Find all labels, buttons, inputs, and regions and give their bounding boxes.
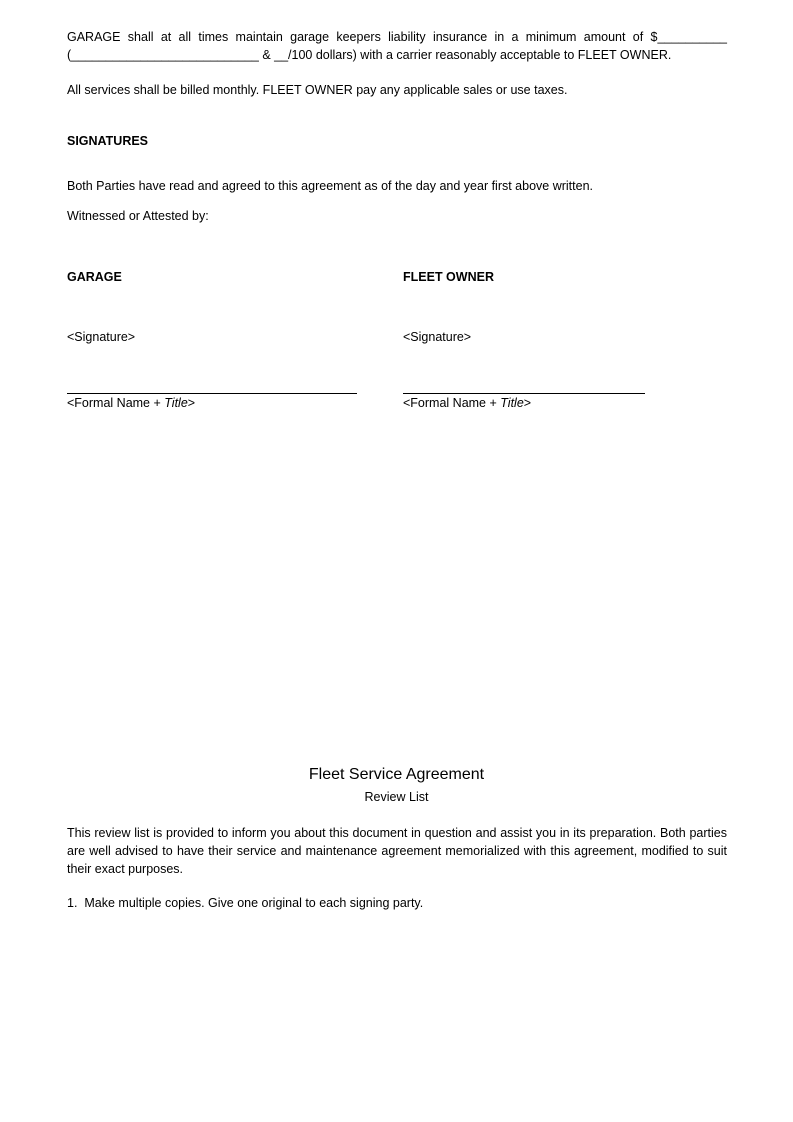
list-item-number: 1. — [67, 896, 78, 910]
formal-name-prefix: <Formal Name + — [67, 396, 165, 410]
formal-name-suffix: > — [187, 396, 196, 410]
witness-label: Witnessed or Attested by: — [67, 209, 209, 223]
signatures-heading: SIGNATURES — [67, 134, 149, 148]
review-intro: This review list is provided to inform you about this document in question and assist you in its preparation. Both parties are well advised to have their service and maintenance agreement memorialized with this agreement, modified to suit their exact purposes. — [67, 826, 727, 876]
fleet-owner-signature-placeholder: <Signature> — [403, 330, 472, 344]
garage-party-name: GARAGE — [67, 270, 122, 284]
billing-paragraph: All services shall be billed monthly. FLEET OWNER pay any applicable sales or use taxes. — [67, 83, 568, 97]
fleet-owner-formal-name — [403, 396, 531, 410]
garage-formal-name — [67, 396, 195, 410]
fleet-owner-signature-line — [403, 393, 645, 394]
formal-name-suffix: > — [523, 396, 532, 410]
review-title: Fleet Service Agreement — [308, 766, 485, 783]
garage-signature-line — [67, 393, 357, 394]
review-subtitle: Review List — [364, 790, 429, 804]
agreement-statement: Both Parties have read and agreed to this agreement as of the day and year first above written. — [67, 179, 594, 193]
formal-title: Title — [500, 396, 524, 410]
garage-signature-placeholder: <Signature> — [67, 330, 136, 344]
formal-name-prefix: <Formal Name + — [403, 396, 501, 410]
insurance-line-1: GARAGE shall at all times maintain garage keepers liability insurance in a minimum amount of $__________ — [67, 30, 727, 44]
review-list-item — [67, 896, 727, 910]
fleet-owner-party-name: FLEET OWNER — [403, 270, 494, 284]
formal-title: Title — [164, 396, 188, 410]
list-item-text: Make multiple copies. Give one original to each signing party. — [84, 896, 424, 910]
insurance-line-2: (___________________________ & __/100 dollars) with a carrier reasonably acceptable to FLEET OWNER. — [67, 48, 672, 62]
